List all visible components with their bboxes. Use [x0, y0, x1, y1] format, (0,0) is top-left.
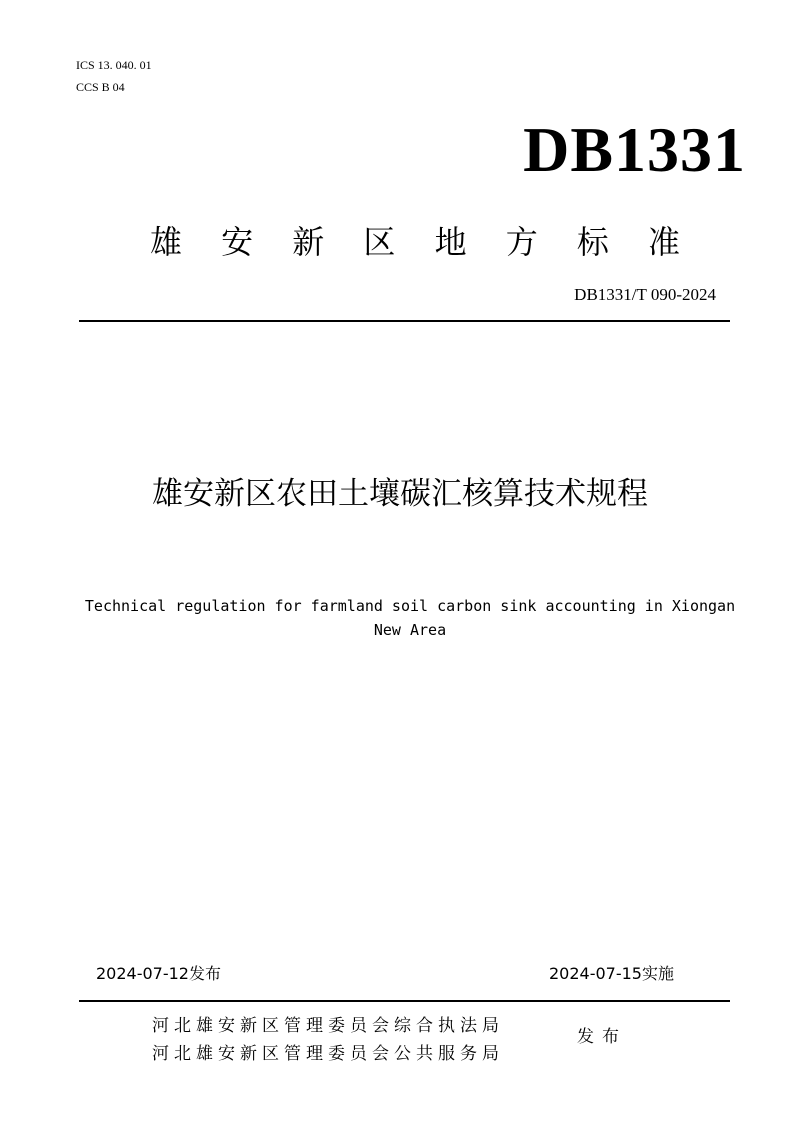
bottom-divider: [79, 1000, 730, 1002]
standard-type-char: 新: [292, 223, 325, 261]
ics-code: ICS 13. 040. 01: [76, 58, 152, 72]
implementation-date: 2024-07-15实施: [549, 964, 674, 983]
issue-date: 2024-07-12发布: [96, 964, 221, 983]
standard-type-char: 雄: [150, 223, 183, 261]
document-title-zh: 雄安新区农田土壤碳汇核算技术规程: [152, 476, 648, 512]
ccs-code: CCS B 04: [76, 80, 125, 94]
standard-type-char: 准: [647, 223, 680, 261]
standard-type-char: 方: [505, 223, 538, 261]
standard-number: DB1331/T 090-2024: [574, 285, 716, 304]
standard-type-char: 标: [576, 223, 609, 261]
standard-type-char: 地: [434, 223, 467, 261]
classification-codes: [76, 54, 152, 98]
issuer-2: 河北雄安新区管理委员会公共服务局: [152, 1044, 504, 1064]
issuing-authorities: [152, 1012, 504, 1068]
standard-type-char: 安: [221, 223, 254, 261]
standard-code: DB1331: [523, 114, 746, 185]
document-title-en: [60, 594, 760, 642]
standard-type-char: 区: [363, 223, 396, 261]
standard-type: [150, 220, 680, 264]
publish-label: 发布: [577, 1027, 627, 1047]
title-en-line-2: New Area: [373, 621, 447, 639]
issuer-1: 河北雄安新区管理委员会综合执法局: [152, 1016, 504, 1036]
title-en-line-1: Technical regulation for farmland soil carbon sink accounting in Xiongan: [84, 597, 736, 615]
top-divider: [79, 320, 730, 322]
